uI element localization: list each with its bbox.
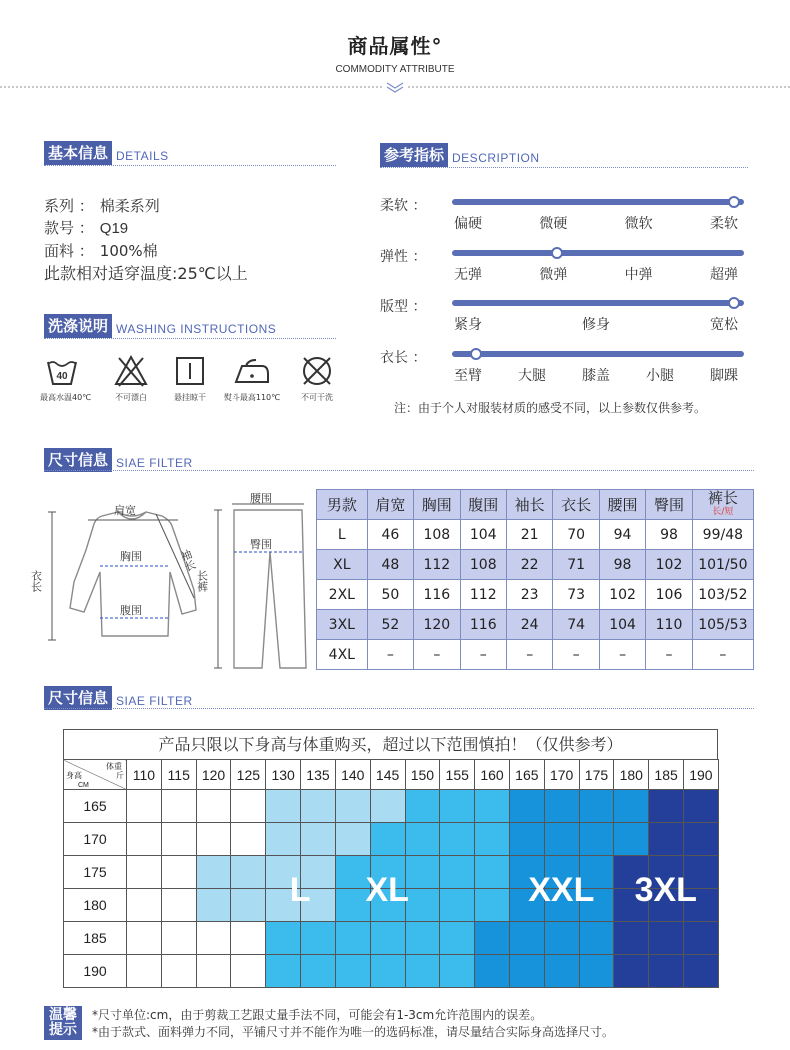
fit-cell: [440, 889, 475, 922]
scale-tick-label: 宽松: [710, 317, 738, 333]
size-table-header-cell: 衣长: [553, 490, 599, 520]
fit-cell: [335, 955, 370, 988]
fit-weight-header: 175: [579, 760, 614, 790]
fit-row: [64, 922, 719, 955]
fit-cell: [196, 889, 231, 922]
fit-weight-header: 115: [161, 760, 196, 790]
scale-bar: [452, 300, 744, 306]
fit-cell: [475, 790, 510, 823]
fit-chart: [63, 729, 718, 988]
wash-caption: 不可干洗: [301, 393, 333, 402]
fit-weight-header: 130: [266, 760, 301, 790]
fit-cell: [161, 955, 196, 988]
fit-height-header: 165: [64, 790, 127, 823]
fit-cell: [475, 922, 510, 955]
fit-cell: [684, 823, 719, 856]
size-table-cell: 22: [506, 550, 552, 580]
size-table-row: [317, 520, 754, 550]
size-table-cell: 52: [367, 610, 413, 640]
size-table-cell: –: [553, 640, 599, 670]
fit-cell: [196, 922, 231, 955]
fit-weight-header: 155: [440, 760, 475, 790]
fit-cell: [370, 790, 405, 823]
fit-cell: [614, 823, 649, 856]
fit-cell: [544, 955, 579, 988]
fit-cell: [509, 955, 544, 988]
pants-sub-label: 长/短: [712, 506, 734, 517]
chevron-down-icon: [384, 80, 406, 94]
fit-size-label: L: [289, 871, 311, 909]
washing-divider: [44, 338, 336, 339]
fit-cell: [579, 823, 614, 856]
size-table-cell: 3XL: [317, 610, 368, 640]
scale-label: 弹性 ：: [380, 249, 427, 265]
wash-caption: 最高水温40℃: [40, 393, 92, 402]
tips-list: [92, 1007, 782, 1041]
fit-cell: [509, 823, 544, 856]
size-table-cell: –: [506, 640, 552, 670]
fit-cell: [509, 790, 544, 823]
fit-cell: [579, 955, 614, 988]
fit-cell: [614, 790, 649, 823]
size-table-cell: –: [599, 640, 645, 670]
shirt-outline-icon: [70, 512, 196, 636]
scale-tick-label: 中弹: [624, 267, 653, 283]
fit-cell: [127, 823, 162, 856]
fit-cell: [161, 922, 196, 955]
fit-cell: [440, 955, 475, 988]
scale-tick-label: 偏硬: [454, 216, 482, 232]
scale-tick-label: 超弹: [710, 267, 738, 283]
description-en: DESCRIPTION: [452, 151, 540, 165]
fit-cell: [649, 922, 684, 955]
fit-divider: [44, 708, 754, 709]
scale-tick-label: 膝盖: [582, 368, 610, 384]
size-table-row: [317, 640, 754, 670]
fit-cell: [614, 955, 649, 988]
fit-cell: [440, 790, 475, 823]
size-table-cell: 23: [506, 580, 552, 610]
size-table-row: [317, 580, 754, 610]
size-table-header-cell: 胸围: [414, 490, 460, 520]
scale-tick-label: 无弹: [454, 267, 482, 283]
fit-row: [64, 790, 719, 823]
size-table-row: [317, 550, 754, 580]
size-en: SIAE FILTER: [116, 456, 193, 470]
fit-cell: [475, 955, 510, 988]
size-table-cell: –: [646, 640, 692, 670]
scale-tick-label: 大腿: [518, 368, 546, 384]
fit-cell: [231, 922, 266, 955]
scale-bar: [452, 351, 744, 357]
size-table-header: [317, 490, 754, 520]
fit-cell: [649, 955, 684, 988]
fit-cell: [231, 790, 266, 823]
size-table-cell: 73: [553, 580, 599, 610]
size-table-cell: 21: [506, 520, 552, 550]
fit-cell: [127, 955, 162, 988]
fit-cell: [544, 823, 579, 856]
wash-40-item: [40, 354, 92, 403]
fit-weight-header: 140: [335, 760, 370, 790]
no-dry-clean-item: [292, 354, 342, 403]
hang-dry-item: [168, 354, 212, 403]
iron-110-item: [220, 354, 284, 403]
fit-row: [64, 823, 719, 856]
size-table-cell: –: [414, 640, 460, 670]
fit-height-header: 175: [64, 856, 127, 889]
scale-tick-label: 微软: [624, 216, 653, 232]
size-table-header-cell: 裤长 长/短: [692, 490, 753, 520]
fit-size-label: XL: [365, 871, 409, 909]
iron-110-icon: [232, 354, 272, 388]
fit-weight-header: 190: [684, 760, 719, 790]
description-tag: 参考指标: [380, 143, 448, 167]
size-table-cell: 103/52: [692, 580, 753, 610]
pants-outline-icon: [234, 510, 306, 668]
fit-height-header: 180: [64, 889, 127, 922]
size-table-cell: 104: [460, 520, 506, 550]
size-table-cell: 116: [414, 580, 460, 610]
fit-size-label: XXL: [528, 871, 595, 909]
fit-height-header: 190: [64, 955, 127, 988]
fit-caption: 产品只限以下身高与体重购买，超过以下范围慎拍！（仅供参考）: [63, 729, 718, 759]
fit-height-header: 170: [64, 823, 127, 856]
tip-line: *尺寸单位:cm，由于剪裁工艺跟丈量手法不同，可能会有1-3cm允许范围内的误差。: [92, 1008, 543, 1022]
size-table-cell: 99/48: [692, 520, 753, 550]
scale-knob: [470, 348, 482, 360]
length-label: 衣长: [29, 570, 43, 592]
size-table-cell: 116: [460, 610, 506, 640]
fit-tag: 尺寸信息: [44, 686, 112, 710]
fit-cell: [161, 790, 196, 823]
details-row: 系列 ： 棉柔系列: [44, 197, 160, 215]
fit-cell: [196, 823, 231, 856]
fit-en: SIAE FILTER: [116, 694, 193, 708]
description-header: [380, 143, 540, 167]
size-table-cell: 46: [367, 520, 413, 550]
size-table-cell: –: [692, 640, 753, 670]
scale-tick-label: 紧身: [454, 317, 482, 333]
size-table-header-cell: 袖长: [506, 490, 552, 520]
fit-cell: [161, 823, 196, 856]
tips-tag: 温馨提示: [44, 1006, 82, 1040]
fit-cell: [335, 922, 370, 955]
fit-cell: [231, 823, 266, 856]
wash-caption: 悬挂晾干: [174, 393, 206, 402]
size-table-cell: 74: [553, 610, 599, 640]
fit-cell: [301, 823, 336, 856]
fit-cell: [127, 790, 162, 823]
size-table-cell: –: [367, 640, 413, 670]
fit-cell: [649, 823, 684, 856]
details-list: [44, 195, 344, 285]
fit-weight-header: 180: [614, 760, 649, 790]
size-table-header-cell: 臀围: [646, 490, 692, 520]
fit-cell: [266, 790, 301, 823]
fit-corner-cell: 体重 斤 身高 CM: [64, 760, 127, 790]
size-table-cell: 48: [367, 550, 413, 580]
fit-cell: [301, 922, 336, 955]
fit-cell: [509, 922, 544, 955]
wash-caption: 不可漂白: [115, 393, 147, 402]
fit-cell: [266, 823, 301, 856]
fit-cell: [440, 856, 475, 889]
details-temp: 此款相对适穿温度:25℃以上: [44, 264, 248, 283]
no-bleach-item: [109, 354, 153, 403]
description-divider: [380, 167, 748, 168]
fit-cell: [196, 790, 231, 823]
fit-cell: [440, 823, 475, 856]
fit-cell: [335, 823, 370, 856]
no-dry-clean-icon: [300, 354, 334, 388]
fit-size-label: 3XL: [634, 871, 697, 909]
size-table-cell: 101/50: [692, 550, 753, 580]
size-table-cell: 120: [414, 610, 460, 640]
size-table-cell: –: [460, 640, 506, 670]
scale-tick-label: 微弹: [539, 267, 568, 283]
fit-height-header: 185: [64, 922, 127, 955]
fit-weight-header: 165: [509, 760, 544, 790]
size-table-cell: 70: [553, 520, 599, 550]
size-header: [44, 448, 193, 472]
fit-cell: [440, 922, 475, 955]
size-tag: 尺寸信息: [44, 448, 112, 472]
scale-tick-label: 脚踝: [710, 368, 738, 384]
fit-cell: [475, 856, 510, 889]
scale-tick-label: 柔软: [710, 216, 738, 232]
fit-row: [64, 955, 719, 988]
description-note: 注：由于个人对服装材质的感受不同，以上参数仅供参考。: [394, 401, 707, 415]
size-table-cell: 24: [506, 610, 552, 640]
details-row: 面料 ： 100%棉: [44, 242, 158, 260]
fit-cell: [266, 955, 301, 988]
fit-weight-header: 160: [475, 760, 510, 790]
wash-40-icon: [45, 354, 79, 388]
fit-cell: [405, 823, 440, 856]
fit-cell: [405, 922, 440, 955]
size-divider: [44, 470, 754, 471]
fit-cell: [579, 922, 614, 955]
scale-knob: [551, 247, 563, 259]
fit-cell: [684, 955, 719, 988]
fit-weight-header: 170: [544, 760, 579, 790]
fit-cell: [370, 955, 405, 988]
fit-cell: [161, 856, 196, 889]
size-table-header-cell: 腰围: [599, 490, 645, 520]
size-table-cell: 108: [414, 520, 460, 550]
scale-label: 版型 ：: [380, 299, 427, 315]
fit-cell: [684, 790, 719, 823]
fit-cell: [649, 790, 684, 823]
size-table-cell: 110: [646, 610, 692, 640]
scale-knob: [728, 297, 740, 309]
scale-tick-label: 修身: [582, 317, 610, 333]
no-bleach-icon: [114, 354, 148, 388]
scale-tick-label: 至臂: [454, 368, 482, 384]
fit-cell: [127, 889, 162, 922]
size-table-cell: 94: [599, 520, 645, 550]
wash-caption: 熨斗最高110℃: [223, 393, 281, 402]
size-table: [316, 489, 754, 670]
hip-label: 臀围: [250, 538, 272, 551]
size-table-cell: 98: [599, 550, 645, 580]
size-table-header-cell: 肩宽: [367, 490, 413, 520]
size-table-header-cell: 腹围: [460, 490, 506, 520]
size-table-cell: 2XL: [317, 580, 368, 610]
fit-weight-header: 150: [405, 760, 440, 790]
size-table-cell: 112: [414, 550, 460, 580]
size-table-cell: 108: [460, 550, 506, 580]
fit-cell: [405, 955, 440, 988]
washing-tag: 洗涤说明: [44, 314, 112, 338]
fit-weight-header: 120: [196, 760, 231, 790]
fit-weight-header: 125: [231, 760, 266, 790]
fit-table-header: [64, 760, 719, 790]
fit-cell: [196, 955, 231, 988]
pants-length-label: 长裤: [195, 570, 209, 592]
fit-cell: [405, 790, 440, 823]
hang-dry-icon: [173, 354, 207, 388]
scale-tick-label: 小腿: [646, 368, 674, 384]
size-table-header-cell: 男款: [317, 490, 368, 520]
fit-cell: [196, 856, 231, 889]
chest-label: 胸围: [120, 550, 142, 563]
scale-knob: [728, 196, 740, 208]
size-table-cell: 50: [367, 580, 413, 610]
scale-bar: [452, 250, 744, 256]
scale-bar: [452, 199, 744, 205]
details-header: [44, 141, 169, 165]
fit-cell: [475, 823, 510, 856]
waist-label: 腰围: [250, 492, 272, 505]
scale-label: 柔软 ：: [380, 198, 427, 214]
size-table-cell: 104: [599, 610, 645, 640]
fit-cell: [161, 889, 196, 922]
fit-cell: [544, 790, 579, 823]
page-subtitle: COMMODITY ATTRIBUTE: [335, 64, 455, 75]
size-table-cell: XL: [317, 550, 368, 580]
fit-cell: [231, 955, 266, 988]
fit-cell: [335, 790, 370, 823]
details-row: 款号 ： Q19: [44, 219, 129, 237]
size-table-cell: 98: [646, 520, 692, 550]
fit-weight-header: 145: [370, 760, 405, 790]
sleeve-label: 袖长: [177, 547, 198, 573]
fit-cell: [370, 823, 405, 856]
fit-cell: [127, 922, 162, 955]
shoulder-label: 肩宽: [114, 504, 136, 517]
size-table-cell: L: [317, 520, 368, 550]
size-table-cell: 106: [646, 580, 692, 610]
fit-header: [44, 686, 193, 710]
fit-weight-header: 185: [649, 760, 684, 790]
belly-label: 腹围: [120, 604, 142, 617]
size-table-cell: 102: [646, 550, 692, 580]
details-tag: 基本信息: [44, 141, 112, 165]
details-en: DETAILS: [116, 149, 169, 163]
size-table-row: [317, 610, 754, 640]
garment-diagram: [29, 490, 311, 680]
size-table-cell: 112: [460, 580, 506, 610]
fit-cell: [614, 922, 649, 955]
fit-cell: [370, 922, 405, 955]
size-table-cell: 71: [553, 550, 599, 580]
tip-line: *由于款式、面料弹力不同，平铺尺寸并不能作为唯一的选码标准，请尽量结合实际身高选择尺寸。: [92, 1025, 615, 1039]
fit-cell: [266, 922, 301, 955]
size-table-cell: 102: [599, 580, 645, 610]
fit-cell: [127, 856, 162, 889]
washing-en: WASHING INSTRUCTIONS: [116, 322, 277, 336]
fit-cell: [301, 955, 336, 988]
details-divider: [44, 165, 336, 166]
svg-text:40: 40: [56, 371, 68, 382]
washing-header: [44, 314, 276, 338]
fit-cell: [684, 922, 719, 955]
size-table-cell: 105/53: [692, 610, 753, 640]
fit-weight-header: 135: [301, 760, 336, 790]
fit-cell: [301, 790, 336, 823]
page-title: 商品属性°: [347, 34, 443, 58]
fit-cell: [475, 889, 510, 922]
scale-label: 衣长 ：: [380, 350, 427, 366]
scale-tick-label: 微硬: [539, 216, 568, 232]
size-table-cell: 4XL: [317, 640, 368, 670]
fit-cell: [579, 790, 614, 823]
fit-weight-header: 110: [127, 760, 162, 790]
fit-cell: [544, 922, 579, 955]
